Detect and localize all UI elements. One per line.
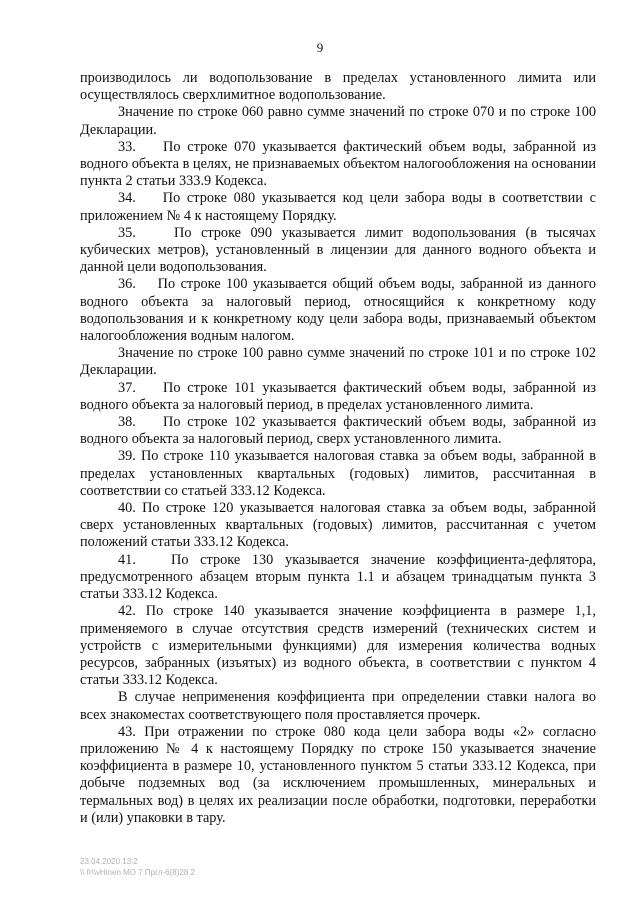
paragraph-item-33: 33. По строке 070 указывается фактический объем воды, забранной из водного объекта в целях, не признаваемых объектом налогообложения на основании пункта 2 статьи 333.9 Кодекса. (80, 138, 596, 190)
paragraph-continuation: производилось ли водопользование в пределах установленного лимита или осуществлялось сверхлимитное водопользование. (80, 70, 596, 104)
document-body (80, 70, 596, 827)
footer-date: 23.04.2020 13:2 (80, 857, 138, 866)
paragraph-item-35: 35. По строке 090 указывается лимит водопользования (в тысячах кубических метров), установленный в лицензии для данного водного объекта и данной цели водопользования. (80, 224, 596, 276)
paragraph-item-40: 40. По строке 120 указывается налоговая ставка за объем воды, забранной сверх установленных квартальных (годовых) лимитов, рассчитанная с учетом положений статьи 333.12 Кодекса. (80, 500, 596, 551)
page-number: 9 (316, 40, 324, 55)
paragraph-item-36: 36. По строке 100 указывается общий объем воды, забранной из данного водного объекта за налоговый период, относящийся к конкретному коду водопользования и к конкретному коду цели забора воды, признаваемый объектом налогообложения водным налогом. (80, 276, 596, 345)
paragraph-item-37: 37. По строке 101 указывается фактический объем воды, забранной из водного объекта за налоговый период, в пределах установленного лимита. (80, 379, 596, 413)
paragraph-item-43: 43. При отражении по строке 080 кода цели забора воды «2» согласно приложению № 4 к настоящему Порядку по строке 150 указывается значение коэффициента в размере 10, установленного пунктом 5 статьи 333.12 Кодекса, при добыче подземных вод (за исключением промышленных, минеральных и термальных вод) в целях их реализации после обработки, подготовки, переработки и (или) упаковки в тару. (80, 723, 596, 826)
footer-path: \\ fr\\vHinen MO 7 Пргл-6(8)28 2 (80, 868, 195, 877)
paragraph: Значение по строке 100 равно сумме значений по строке 101 и по строке 102 Декларации. (80, 345, 596, 379)
paragraph-item-42: 42. По строке 140 указывается значение коэффициента в размере 1,1, применяемого в случае отсутствия средств измерений (технических систем и устройств с измерительными функциями) для измерения количества водных ресурсов, забранных (изъятых) из водного объекта, в соответствии с пунктом 4 статьи 333.12 Кодекса. (80, 603, 596, 689)
paragraph: Значение по строке 060 равно сумме значений по строке 070 и по строке 100 Декларации. (80, 104, 596, 138)
paragraph-item-34: 34. По строке 080 указывается код цели забора воды в соответствии с приложением № 4 к настоящему Порядку. (80, 190, 596, 224)
paragraph: В случае неприменения коэффициента при определении ставки налога во всех знакоместах соответствующего поля проставляется прочерк. (80, 689, 596, 723)
paragraph-item-41: 41. По строке 130 указывается значение коэффициента-дефлятора, предусмотренного абзацем вторым пункта 1.1 и абзацем тринадцатым пункта 3 статьи 333.12 Кодекса. (80, 551, 596, 603)
paragraph-item-39: 39. По строке 110 указывается налоговая ставка за объем воды, забранной в пределах установленных квартальных (годовых) лимитов, рассчитанная в соответствии со статьей 333.12 Кодекса. (80, 448, 596, 499)
paragraph-item-38: 38. По строке 102 указывается фактический объем воды, забранной из водного объекта за налоговый период, сверх установленного лимита. (80, 414, 596, 448)
footer-stamp (80, 856, 195, 878)
